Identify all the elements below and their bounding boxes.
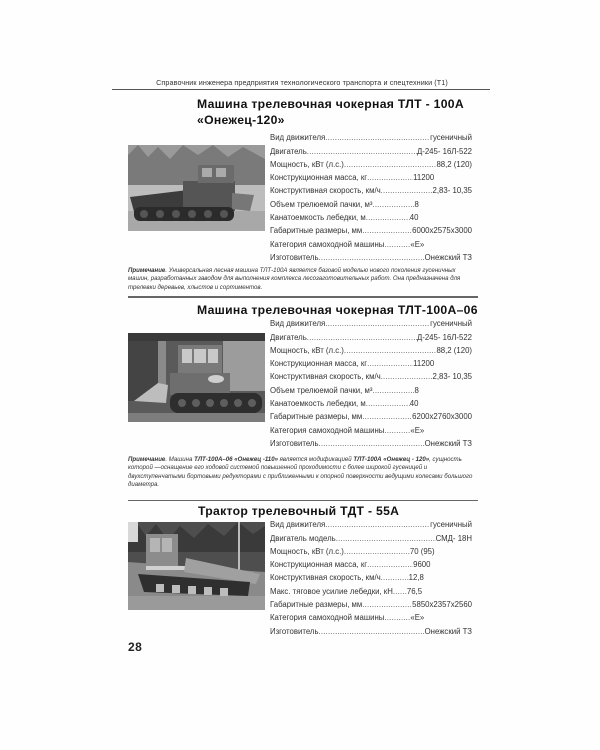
- spec-value: Онежский ТЗ: [424, 438, 472, 448]
- spec-value: Онежский ТЗ: [424, 252, 472, 262]
- spec-value: 11200: [413, 173, 435, 183]
- leader-dots: [366, 399, 410, 408]
- note-text: является модификацией: [277, 456, 354, 463]
- spec-value: 40: [409, 213, 419, 223]
- leader-dots: [393, 587, 407, 596]
- section-divider: [128, 500, 478, 501]
- spec-label: Конструкционная масса, кг: [270, 173, 368, 183]
- spec-row: [270, 129, 472, 142]
- leader-dots: [344, 160, 437, 169]
- spec-value: 9600: [413, 560, 431, 570]
- spec-row: [270, 169, 472, 182]
- spec-row: [270, 596, 472, 609]
- spec-value: «Е»: [410, 425, 425, 435]
- header-rule: [112, 89, 490, 90]
- spec-row: [270, 142, 472, 155]
- spec-row: [270, 182, 472, 195]
- spec-label: Категория самоходной машины: [270, 239, 385, 249]
- spec-label: Конструкционная масса, кг: [270, 359, 368, 369]
- spec-value: Онежский ТЗ: [424, 626, 472, 636]
- tractor-photo-icon: [128, 522, 265, 610]
- spec-label: Объем трелюемой пачки, м³: [270, 199, 373, 209]
- spec-value: 6000х2575х3000: [412, 226, 472, 236]
- spec-value: 40: [409, 399, 419, 409]
- spec-label: Вид движителя: [270, 133, 326, 143]
- machine-1-specs: [270, 129, 472, 262]
- spec-row: [270, 421, 472, 434]
- spec-row: [270, 342, 472, 355]
- spec-value: 2,83- 10,35: [432, 372, 472, 382]
- spec-row: [270, 582, 472, 595]
- spec-row: [270, 556, 472, 569]
- spec-label: Габаритные размеры, мм: [270, 412, 363, 422]
- spec-label: Конструктивная скорость, км/ч: [270, 186, 381, 196]
- spec-value: гусеничный: [430, 319, 472, 329]
- spec-label: Габаритные размеры, мм: [270, 600, 363, 610]
- spec-row: [270, 408, 472, 421]
- machine-1-title: [197, 96, 464, 128]
- spec-row: [270, 381, 472, 394]
- leader-dots: [384, 426, 410, 435]
- leader-dots: [319, 627, 425, 636]
- leader-dots: [367, 359, 413, 368]
- spec-row: [270, 156, 472, 169]
- section-divider: [128, 296, 478, 298]
- leader-dots: [344, 547, 410, 556]
- spec-value: СМД- 18Н: [435, 533, 472, 543]
- spec-row: [270, 222, 472, 235]
- spec-label: Канатоемкость лебедки, м: [270, 399, 366, 409]
- leader-dots: [319, 439, 425, 448]
- skidder-photo-icon: [128, 333, 265, 422]
- spec-row: [270, 529, 472, 542]
- machine-3-photo: [128, 522, 265, 610]
- spec-value: 76,5: [406, 586, 423, 596]
- machine-1-photo: [128, 145, 265, 231]
- spec-value: 88,2 (120): [436, 159, 472, 169]
- spec-label: Изготовитель: [270, 252, 319, 262]
- spec-row: [270, 195, 472, 208]
- leader-dots: [362, 600, 412, 609]
- spec-label: Категория самоходной машины: [270, 425, 385, 435]
- leader-dots: [381, 186, 433, 195]
- spec-label: Изготовитель: [270, 626, 319, 636]
- spec-row: [270, 569, 472, 582]
- spec-row: [270, 209, 472, 222]
- leader-dots: [344, 346, 437, 355]
- spec-label: Вид движителя: [270, 319, 326, 329]
- machine-3-title-line1: Трактор трелевочный ТДТ - 55А: [198, 504, 400, 518]
- machine-1-note: [128, 267, 476, 292]
- spec-row: [270, 622, 472, 635]
- machine-2-specs: [270, 315, 472, 448]
- spec-label: Конструкционная масса, кг: [270, 560, 368, 570]
- note-model-ref: ТЛТ-100А «Онежец - 120»: [353, 456, 430, 463]
- spec-row: [270, 235, 472, 248]
- machine-2-note: [128, 456, 476, 490]
- spec-value: 88,2 (120): [436, 345, 472, 355]
- leader-dots: [384, 613, 410, 622]
- leader-dots: [372, 386, 414, 395]
- note-text: , сущность которой —оснащение его ходовой системой повышенной проходимости с более широкой гусеницей и двухступенчатыми бортовыми редукторами с приближенными к опорной поверхности ведущими колесами большого диаметра.: [128, 456, 473, 489]
- leader-dots: [384, 240, 410, 249]
- leader-dots: [325, 133, 430, 142]
- machine-3-specs: [270, 516, 472, 636]
- spec-value: 12,8: [408, 573, 424, 583]
- spec-value: 8: [414, 385, 419, 395]
- skidder-photo-icon: [128, 145, 265, 231]
- spec-value: 8: [414, 199, 419, 209]
- leader-dots: [367, 560, 413, 569]
- leader-dots: [367, 173, 413, 182]
- spec-row: [270, 368, 472, 381]
- leader-dots: [362, 412, 412, 421]
- spec-value: Д-245- 16Л-522: [416, 146, 472, 156]
- leader-dots: [307, 147, 417, 156]
- spec-row: [270, 543, 472, 556]
- machine-2-photo: [128, 333, 265, 422]
- spec-label: Мощность, кВт (л.с.): [270, 345, 344, 355]
- machine-1-title-line1: Машина трелевочная чокерная ТЛТ - 100А: [197, 97, 464, 111]
- spec-value: Д-245- 16Л-522: [416, 332, 472, 342]
- spec-label: Изготовитель: [270, 438, 319, 448]
- spec-row: [270, 249, 472, 262]
- spec-label: Конструктивная скорость, км/ч: [270, 573, 381, 583]
- spec-label: Габаритные размеры, мм: [270, 226, 363, 236]
- leader-dots: [366, 213, 410, 222]
- spec-label: Мощность, кВт (л.с.): [270, 546, 344, 556]
- spec-value: 6200х2760х3000: [412, 412, 472, 422]
- spec-label: Макс. тяговое усилие лебедки, кН: [270, 586, 393, 596]
- spec-label: Объем трелюемой пачки, м³: [270, 385, 373, 395]
- spec-value: 2,83- 10,35: [432, 186, 472, 196]
- spec-value: «Е»: [410, 613, 425, 623]
- leader-dots: [325, 520, 430, 529]
- note-label: Примечание: [128, 456, 166, 463]
- leader-dots: [362, 226, 412, 235]
- spec-label: Вид движителя: [270, 520, 326, 530]
- machine-1-title-line2: «Онежец-120»: [197, 113, 285, 127]
- spec-row: [270, 516, 472, 529]
- leader-dots: [372, 200, 414, 209]
- leader-dots: [325, 319, 430, 328]
- page-number: 28: [128, 640, 143, 654]
- spec-value: гусеничный: [430, 520, 472, 530]
- note-label: Примечание: [128, 267, 166, 274]
- spec-value: 70 (95): [409, 546, 435, 556]
- spec-label: Мощность, кВт (л.с.): [270, 159, 344, 169]
- spec-label: Двигатель: [270, 332, 307, 342]
- spec-row: [270, 395, 472, 408]
- spec-value: 11200: [413, 359, 435, 369]
- spec-label: Конструктивная скорость, км/ч: [270, 372, 381, 382]
- spec-label: Двигатель модель: [270, 533, 336, 543]
- spec-row: [270, 328, 472, 341]
- spec-label: Категория самоходной машины: [270, 613, 385, 623]
- spec-row: [270, 315, 472, 328]
- machine-2-title-line1: Машина трелевочная чокерная ТЛТ-100А–06: [197, 303, 478, 317]
- leader-dots: [336, 534, 436, 543]
- spec-label: Двигатель: [270, 146, 307, 156]
- note-text: . Машина: [165, 456, 195, 463]
- running-head: Справочник инженера предприятия технологического транспорта и спецтехники (Т1): [156, 78, 448, 87]
- spec-value: «Е»: [410, 239, 425, 249]
- note-text: . Универсальная лесная машина ТЛТ-100А является базовой моделью нового поколения гусеничных машин, разработанных заводом для выполнения комплекса лесозаготовительных работ. Она предназначена для трелевки деревьев, хлыстов и сортиментов.: [128, 267, 461, 291]
- spec-row: [270, 435, 472, 448]
- spec-row: [270, 609, 472, 622]
- leader-dots: [319, 253, 425, 262]
- leader-dots: [381, 573, 409, 582]
- spec-value: 5850х2357х2560: [412, 600, 472, 610]
- spec-row: [270, 355, 472, 368]
- spec-label: Канатоемкость лебедки, м: [270, 213, 366, 223]
- leader-dots: [307, 333, 417, 342]
- leader-dots: [381, 372, 433, 381]
- note-model-ref: ТЛТ-100А–06 «Онежец -110»: [194, 456, 278, 463]
- spec-value: гусеничный: [430, 133, 472, 143]
